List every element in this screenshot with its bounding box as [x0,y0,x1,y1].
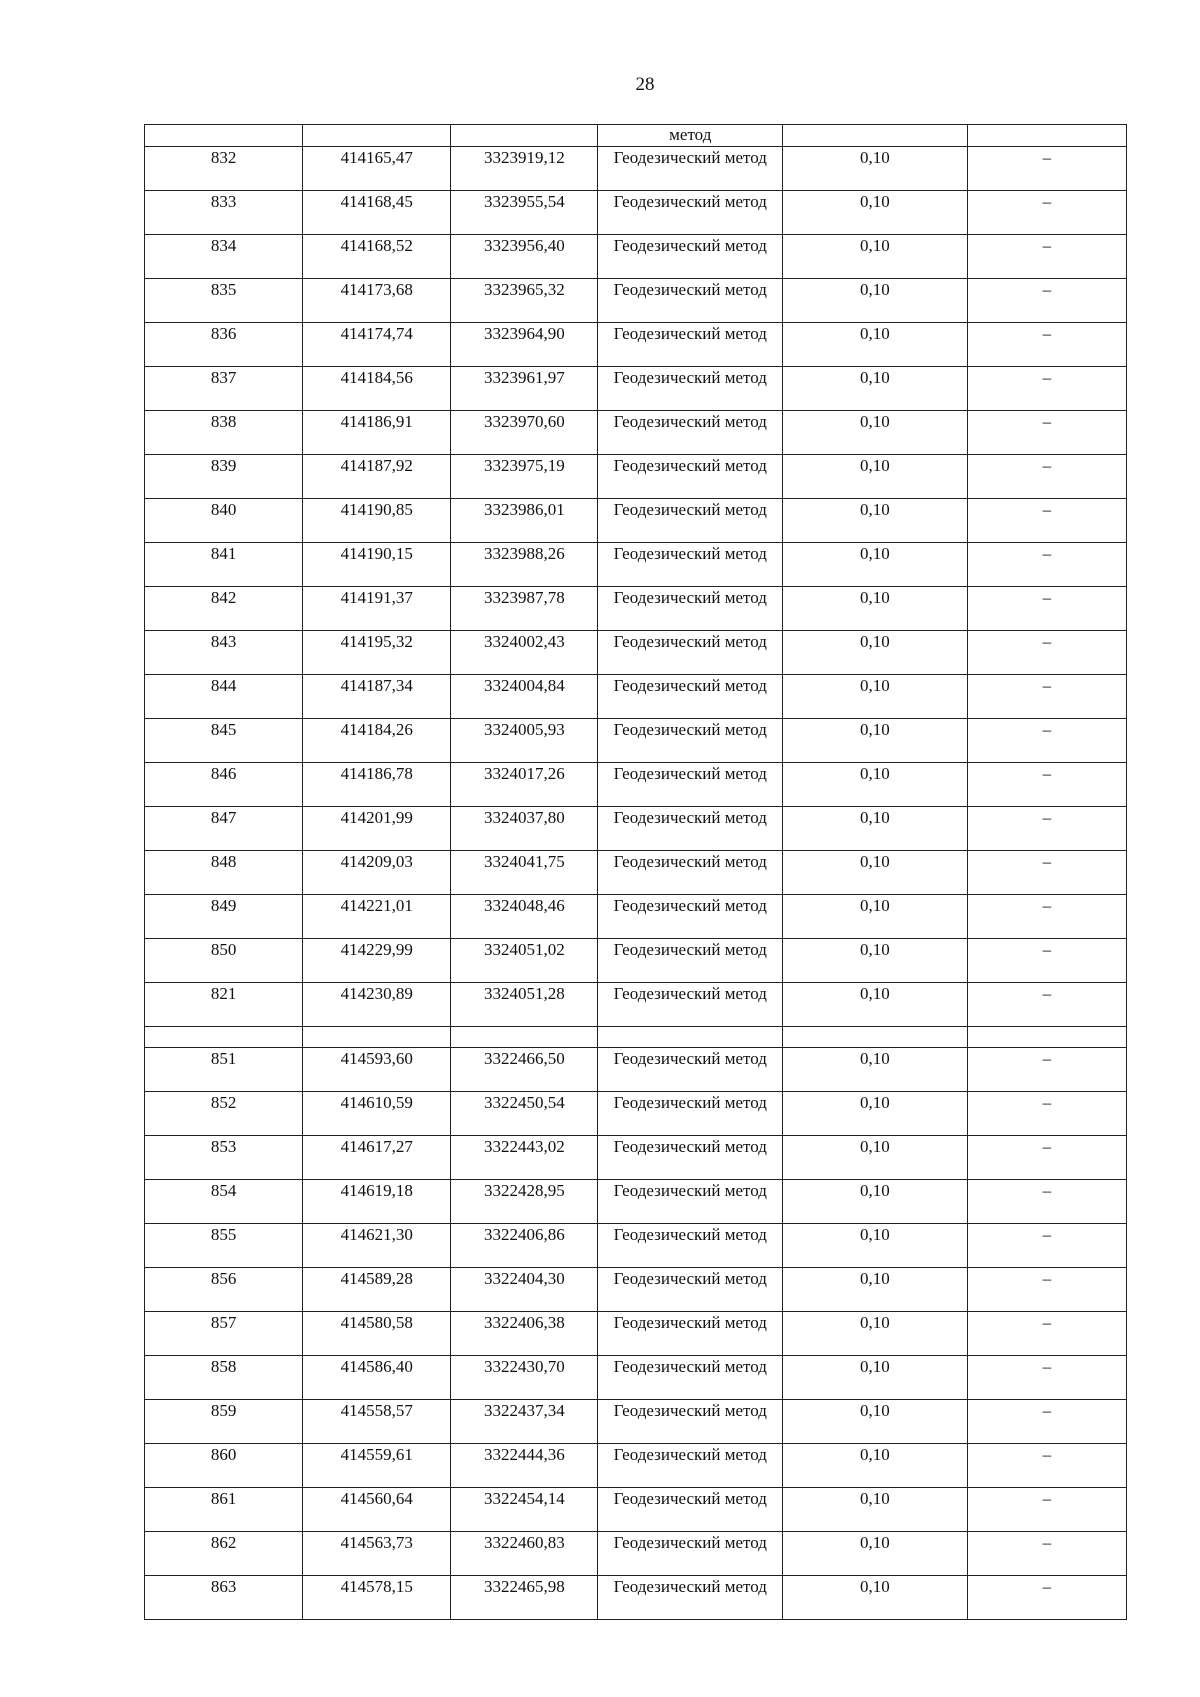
table-row [145,675,1127,719]
accuracy-cell: 0,10 [783,1268,968,1312]
continuation-row [145,125,1127,147]
table-body [145,125,1127,1620]
accuracy-cell: 0,10 [783,455,968,499]
method-cell: Геодезический метод [598,895,783,939]
table-row [145,499,1127,543]
point-number-cell: 854 [145,1180,303,1224]
note-cell: – [967,1136,1126,1180]
note-cell: – [967,1180,1126,1224]
accuracy-cell: 0,10 [783,763,968,807]
table-row [145,1224,1127,1268]
y-coordinate-cell: 3323965,32 [451,279,598,323]
method-cell: Геодезический метод [598,587,783,631]
point-number-cell: 849 [145,895,303,939]
x-coordinate-cell: 414610,59 [303,1092,451,1136]
table-row [145,1400,1127,1444]
note-cell: – [967,1092,1126,1136]
y-coordinate-cell: 3322454,14 [451,1488,598,1532]
table-row [145,1312,1127,1356]
y-coordinate-cell: 3322430,70 [451,1356,598,1400]
y-coordinate-cell: 3322465,98 [451,1576,598,1620]
x-coordinate-cell: 414187,34 [303,675,451,719]
y-coordinate-cell: 3324048,46 [451,895,598,939]
accuracy-cell: 0,10 [783,895,968,939]
note-cell: – [967,675,1126,719]
method-cell: Геодезический метод [598,1268,783,1312]
y-coordinate-cell: 3324002,43 [451,631,598,675]
empty-cell [598,1027,783,1048]
y-coordinate-cell: 3323964,90 [451,323,598,367]
point-number-cell: 853 [145,1136,303,1180]
note-cell: – [967,1488,1126,1532]
method-cell: Геодезический метод [598,1400,783,1444]
accuracy-cell: 0,10 [783,191,968,235]
x-coordinate-cell: 414230,89 [303,983,451,1027]
table-row [145,587,1127,631]
x-coordinate-cell: 414190,85 [303,499,451,543]
method-cell: Геодезический метод [598,807,783,851]
note-cell: – [967,455,1126,499]
note-cell: – [967,1048,1126,1092]
point-number-cell: 844 [145,675,303,719]
method-cell: Геодезический метод [598,543,783,587]
y-coordinate-cell: 3323919,12 [451,147,598,191]
x-coordinate-cell: 414201,99 [303,807,451,851]
table-row [145,191,1127,235]
x-coordinate-cell: 414558,57 [303,1400,451,1444]
point-number-cell: 842 [145,587,303,631]
continuation-cell: метод [598,125,783,147]
table-row [145,939,1127,983]
point-number-cell: 859 [145,1400,303,1444]
accuracy-cell: 0,10 [783,1532,968,1576]
note-cell: – [967,631,1126,675]
point-number-cell: 863 [145,1576,303,1620]
x-coordinate-cell: 414563,73 [303,1532,451,1576]
note-cell: – [967,235,1126,279]
note-cell: – [967,1576,1126,1620]
method-cell: Геодезический метод [598,411,783,455]
method-cell: Геодезический метод [598,851,783,895]
point-number-cell: 841 [145,543,303,587]
group-separator-row [145,1027,1127,1048]
point-number-cell: 860 [145,1444,303,1488]
x-coordinate-cell: 414593,60 [303,1048,451,1092]
y-coordinate-cell: 3323988,26 [451,543,598,587]
y-coordinate-cell: 3324004,84 [451,675,598,719]
note-cell: – [967,279,1126,323]
method-cell: Геодезический метод [598,1532,783,1576]
point-number-cell: 845 [145,719,303,763]
point-number-cell: 834 [145,235,303,279]
x-coordinate-cell: 414190,15 [303,543,451,587]
point-number-cell: 855 [145,1224,303,1268]
table-row [145,631,1127,675]
x-coordinate-cell: 414173,68 [303,279,451,323]
table-row [145,719,1127,763]
x-coordinate-cell: 414168,45 [303,191,451,235]
note-cell: – [967,983,1126,1027]
note-cell: – [967,763,1126,807]
y-coordinate-cell: 3324041,75 [451,851,598,895]
table-row [145,1136,1127,1180]
x-coordinate-cell: 414191,37 [303,587,451,631]
x-coordinate-cell: 414209,03 [303,851,451,895]
point-number-cell: 833 [145,191,303,235]
table-row [145,455,1127,499]
y-coordinate-cell: 3322404,30 [451,1268,598,1312]
table-row [145,1444,1127,1488]
method-cell: Геодезический метод [598,1312,783,1356]
y-coordinate-cell: 3323956,40 [451,235,598,279]
point-number-cell: 835 [145,279,303,323]
accuracy-cell: 0,10 [783,1356,968,1400]
x-coordinate-cell: 414165,47 [303,147,451,191]
x-coordinate-cell: 414619,18 [303,1180,451,1224]
x-coordinate-cell: 414184,26 [303,719,451,763]
table-row [145,367,1127,411]
method-cell: Геодезический метод [598,631,783,675]
method-cell: Геодезический метод [598,1048,783,1092]
y-coordinate-cell: 3323987,78 [451,587,598,631]
x-coordinate-cell: 414174,74 [303,323,451,367]
x-coordinate-cell: 414186,78 [303,763,451,807]
x-coordinate-cell: 414621,30 [303,1224,451,1268]
accuracy-cell: 0,10 [783,631,968,675]
note-cell: – [967,367,1126,411]
table-row [145,1356,1127,1400]
table-row [145,1180,1127,1224]
accuracy-cell: 0,10 [783,587,968,631]
accuracy-cell: 0,10 [783,851,968,895]
point-number-cell: 857 [145,1312,303,1356]
y-coordinate-cell: 3323975,19 [451,455,598,499]
table-row [145,807,1127,851]
point-number-cell: 832 [145,147,303,191]
empty-cell [783,1027,968,1048]
x-coordinate-cell: 414589,28 [303,1268,451,1312]
empty-cell [967,1027,1126,1048]
accuracy-cell: 0,10 [783,279,968,323]
accuracy-cell: 0,10 [783,1092,968,1136]
point-number-cell: 821 [145,983,303,1027]
y-coordinate-cell: 3322443,02 [451,1136,598,1180]
table-row [145,1048,1127,1092]
y-coordinate-cell: 3322406,86 [451,1224,598,1268]
accuracy-cell: 0,10 [783,939,968,983]
y-coordinate-cell: 3322406,38 [451,1312,598,1356]
empty-cell [145,1027,303,1048]
table-row [145,323,1127,367]
y-coordinate-cell: 3323970,60 [451,411,598,455]
accuracy-cell: 0,10 [783,1488,968,1532]
accuracy-cell: 0,10 [783,1048,968,1092]
note-cell: – [967,895,1126,939]
accuracy-cell: 0,10 [783,411,968,455]
note-cell: – [967,851,1126,895]
table-row [145,1532,1127,1576]
y-coordinate-cell: 3324017,26 [451,763,598,807]
method-cell: Геодезический метод [598,1092,783,1136]
point-number-cell: 843 [145,631,303,675]
method-cell: Геодезический метод [598,1444,783,1488]
y-coordinate-cell: 3324005,93 [451,719,598,763]
accuracy-cell: 0,10 [783,235,968,279]
x-coordinate-cell: 414187,92 [303,455,451,499]
point-number-cell: 850 [145,939,303,983]
page-number: 28 [635,74,655,95]
note-cell: – [967,1224,1126,1268]
table-row [145,1092,1127,1136]
point-number-cell: 836 [145,323,303,367]
accuracy-cell: 0,10 [783,499,968,543]
table-row [145,279,1127,323]
x-coordinate-cell: 414578,15 [303,1576,451,1620]
accuracy-cell: 0,10 [783,1444,968,1488]
table-row [145,763,1127,807]
y-coordinate-cell: 3322444,36 [451,1444,598,1488]
note-cell: – [967,807,1126,851]
point-number-cell: 856 [145,1268,303,1312]
note-cell: – [967,939,1126,983]
x-coordinate-cell: 414617,27 [303,1136,451,1180]
point-number-cell: 851 [145,1048,303,1092]
table-row [145,851,1127,895]
note-cell: – [967,191,1126,235]
accuracy-cell: 0,10 [783,543,968,587]
note-cell: – [967,1532,1126,1576]
note-cell: – [967,499,1126,543]
method-cell: Геодезический метод [598,367,783,411]
point-number-cell: 848 [145,851,303,895]
point-number-cell: 846 [145,763,303,807]
note-cell: – [967,411,1126,455]
accuracy-cell: 0,10 [783,807,968,851]
method-cell: Геодезический метод [598,1356,783,1400]
y-coordinate-cell: 3324051,02 [451,939,598,983]
method-cell: Геодезический метод [598,719,783,763]
y-coordinate-cell: 3323961,97 [451,367,598,411]
point-number-cell: 838 [145,411,303,455]
table-row [145,411,1127,455]
accuracy-cell: 0,10 [783,675,968,719]
y-coordinate-cell: 3323955,54 [451,191,598,235]
empty-cell [451,1027,598,1048]
point-number-cell: 852 [145,1092,303,1136]
y-coordinate-cell: 3322437,34 [451,1400,598,1444]
note-cell: – [967,719,1126,763]
accuracy-cell: 0,10 [783,1576,968,1620]
accuracy-cell: 0,10 [783,719,968,763]
x-coordinate-cell: 414560,64 [303,1488,451,1532]
note-cell: – [967,587,1126,631]
accuracy-cell: 0,10 [783,367,968,411]
y-coordinate-cell: 3322428,95 [451,1180,598,1224]
point-number-cell: 847 [145,807,303,851]
coordinates-table [144,124,1127,1620]
y-coordinate-cell: 3322466,50 [451,1048,598,1092]
x-coordinate-cell: 414586,40 [303,1356,451,1400]
point-number-cell: 839 [145,455,303,499]
method-cell: Геодезический метод [598,1576,783,1620]
note-cell: – [967,1444,1126,1488]
method-cell: Геодезический метод [598,939,783,983]
table-row [145,1268,1127,1312]
method-cell: Геодезический метод [598,1488,783,1532]
table-row [145,1488,1127,1532]
y-coordinate-cell: 3324037,80 [451,807,598,851]
accuracy-cell: 0,10 [783,1400,968,1444]
method-cell: Геодезический метод [598,499,783,543]
x-coordinate-cell: 414195,32 [303,631,451,675]
method-cell: Геодезический метод [598,323,783,367]
y-coordinate-cell: 3323986,01 [451,499,598,543]
point-number-cell: 837 [145,367,303,411]
note-cell: – [967,1268,1126,1312]
method-cell: Геодезический метод [598,675,783,719]
accuracy-cell: 0,10 [783,147,968,191]
accuracy-cell: 0,10 [783,1136,968,1180]
point-number-cell: 840 [145,499,303,543]
method-cell: Геодезический метод [598,279,783,323]
method-cell: Геодезический метод [598,191,783,235]
y-coordinate-cell: 3324051,28 [451,983,598,1027]
table-row [145,235,1127,279]
x-coordinate-cell: 414184,56 [303,367,451,411]
table-row [145,1576,1127,1620]
method-cell: Геодезический метод [598,1224,783,1268]
x-coordinate-cell: 414221,01 [303,895,451,939]
table-row [145,147,1127,191]
method-cell: Геодезический метод [598,147,783,191]
table-row [145,895,1127,939]
x-coordinate-cell: 414168,52 [303,235,451,279]
x-coordinate-cell: 414186,91 [303,411,451,455]
note-cell: – [967,323,1126,367]
accuracy-cell: 0,10 [783,323,968,367]
method-cell: Геодезический метод [598,983,783,1027]
note-cell: – [967,543,1126,587]
method-cell: Геодезический метод [598,1136,783,1180]
note-cell: – [967,147,1126,191]
point-number-cell: 858 [145,1356,303,1400]
method-cell: Геодезический метод [598,455,783,499]
note-cell: – [967,1400,1126,1444]
accuracy-cell: 0,10 [783,1180,968,1224]
note-cell: – [967,1356,1126,1400]
method-cell: Геодезический метод [598,763,783,807]
point-number-cell: 862 [145,1532,303,1576]
table-row [145,983,1127,1027]
y-coordinate-cell: 3322460,83 [451,1532,598,1576]
empty-cell [303,1027,451,1048]
method-cell: Геодезический метод [598,1180,783,1224]
x-coordinate-cell: 414580,58 [303,1312,451,1356]
accuracy-cell: 0,10 [783,1312,968,1356]
note-cell: – [967,1312,1126,1356]
x-coordinate-cell: 414229,99 [303,939,451,983]
accuracy-cell: 0,10 [783,983,968,1027]
point-number-cell: 861 [145,1488,303,1532]
accuracy-cell: 0,10 [783,1224,968,1268]
method-cell: Геодезический метод [598,235,783,279]
y-coordinate-cell: 3322450,54 [451,1092,598,1136]
table-row [145,543,1127,587]
x-coordinate-cell: 414559,61 [303,1444,451,1488]
